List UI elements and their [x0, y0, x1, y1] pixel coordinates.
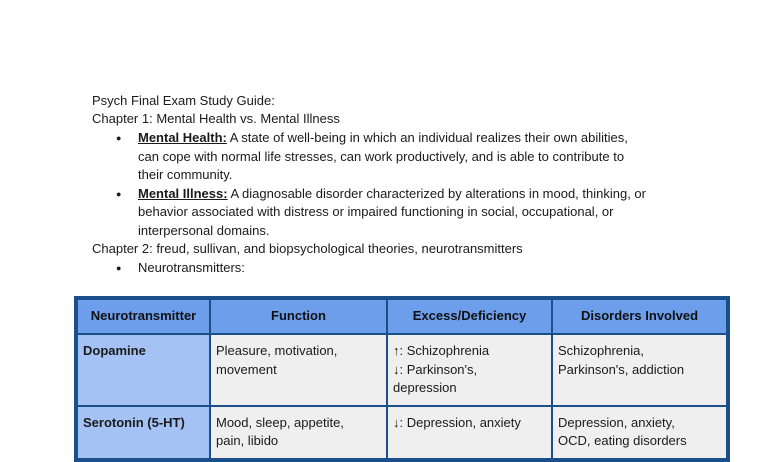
- bullet-icon: ●: [116, 189, 122, 199]
- chapter-2-heading: Chapter 2: freud, sullivan, and biopsychological theories, neurotransmitters: [92, 241, 523, 256]
- disorders-cell: [552, 334, 727, 406]
- cell-line: ↓: Parkinson's,: [393, 361, 478, 377]
- neurotransmitter-name: Dopamine: [77, 334, 210, 406]
- disorders-cell: [552, 406, 727, 459]
- cell-line: depression: [393, 380, 457, 395]
- bullet-icon: ●: [116, 133, 122, 143]
- doc-title: Psych Final Exam Study Guide:: [92, 93, 275, 108]
- cell-line: Depression, anxiety,: [558, 414, 675, 430]
- mental-health-text-2: can cope with normal life stresses, can work productively, and is able to contribute to: [138, 149, 625, 164]
- mental-illness-definition: [138, 185, 646, 204]
- mental-illness-term: Mental Illness:: [138, 186, 228, 201]
- excess-deficiency-cell: [387, 334, 552, 406]
- header-disorders-involved: Disorders Involved: [552, 299, 727, 334]
- header-function: Function: [210, 299, 387, 334]
- neurotransmitter-name: Serotonin (5-HT): [77, 406, 210, 459]
- cell-line: Mood, sleep, appetite,: [216, 414, 344, 430]
- mental-health-term: Mental Health:: [138, 130, 227, 145]
- mental-health-text-1: A state of well-being in which an individual realizes their own abilities,: [226, 130, 628, 145]
- mental-illness-text-3: interpersonal domains.: [138, 223, 270, 238]
- cell-line: pain, libido: [216, 433, 279, 448]
- cell-line: movement: [216, 361, 277, 377]
- neurotransmitters-bullet: Neurotransmitters:: [138, 260, 245, 275]
- chapter-1-heading: Chapter 1: Mental Health vs. Mental Illness: [92, 111, 340, 126]
- table-header-row: [77, 299, 727, 334]
- mental-illness-text-1: A diagnosable disorder characterized by alterations in mood, thinking, or: [227, 186, 646, 201]
- table-row: [77, 334, 727, 406]
- excess-deficiency-cell: [387, 406, 552, 459]
- function-cell: [210, 406, 387, 459]
- cell-line: Parkinson's, addiction: [558, 361, 685, 377]
- mental-health-definition: [138, 129, 628, 148]
- bullet-icon: ●: [116, 263, 122, 273]
- table-row: [77, 406, 727, 459]
- header-excess-deficiency: Excess/Deficiency: [387, 299, 552, 334]
- cell-line: ↓: Depression, anxiety: [393, 414, 521, 430]
- header-neurotransmitter: Neurotransmitter: [77, 299, 210, 334]
- cell-line: ↑: Schizophrenia: [393, 343, 490, 358]
- function-cell: [210, 334, 387, 406]
- neurotransmitter-table: [74, 296, 730, 462]
- cell-line: Schizophrenia,: [558, 343, 644, 358]
- cell-line: OCD, eating disorders: [558, 433, 687, 448]
- mental-health-text-3: their community.: [138, 167, 233, 182]
- mental-illness-text-2: behavior associated with distress or impaired functioning in social, occupational, or: [138, 204, 614, 219]
- cell-line: Pleasure, motivation,: [216, 343, 338, 358]
